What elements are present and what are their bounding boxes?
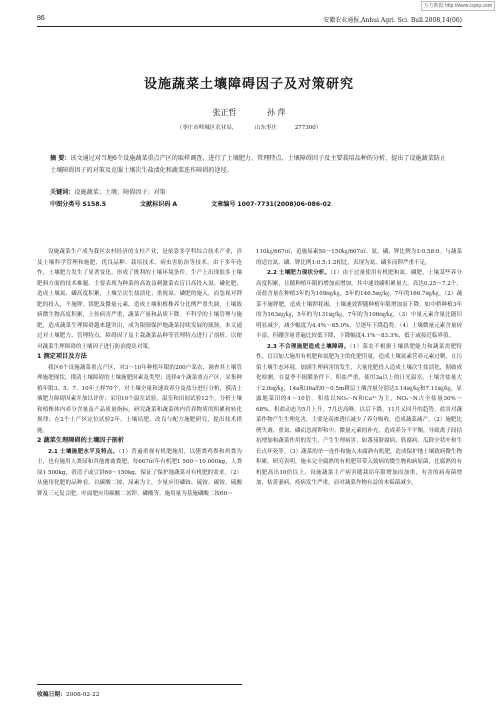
article-number-value: 1007-7731(2008)06-086-02 xyxy=(237,201,332,208)
section-heading: 2 蔬菜生理障碍的土壤因子剖析 xyxy=(37,437,124,444)
received-value: 2008-02-22 xyxy=(66,692,100,698)
header-rule xyxy=(37,26,462,27)
section-heading: 1 测定项目及方法 xyxy=(37,353,87,360)
subsection-text: （1）普遍重视有机肥施用，以猪粪鸡粪和鸡粪为主，也有施用人粪尿和其他畜禽粪肥。每667㎡年有机肥1 500～10 000kg，人粪尿1 500kg，消清子或豆饼60～150kg，保证了保护地蔬菜对有机肥的需求。（2）从施用化肥的品种看，以碳酸二铵、尿素为主，少量应用磷铵、硫铵、碳铵、硫酸钾及三元复合肥。叶面肥应用碳酸二氢钾、磷酸等。施用量为基施磷酸二铵60～ xyxy=(37,448,242,497)
author-2: 孙 萍 xyxy=(267,108,286,117)
keywords xyxy=(50,187,448,196)
body-paragraph: 我区6个设施蔬菜重点产区，对3～10年种植年限的200户菜农，调查其土壤管理施肥现状，摸清土壤障碍的土壤施肥因素及类型；选择4个蔬菜重点产区，采集种植年限3、5、7、10年土样70个，对土壤全量和速效养分及盐分进行分析，摸清土壤肥力障碍因素并加以评价；采用10个温室试验，温室和田间试验12个，分析土壤和植株体内养分含量及产品质量指标，研究蔬菜和蔬菜体内营养物质的积累和转化规律；在2个土产区定位试验2年，土壤培肥、改良与配方施肥研究，提出技术措施。 xyxy=(37,364,242,434)
subsection-paragraph xyxy=(256,342,462,489)
subsection-heading: 2.3 不合理施肥造成土壤障碍。 xyxy=(267,343,350,350)
received-date xyxy=(37,684,242,698)
keywords-text: 设施蔬菜；土壤；障碍因子；对策 xyxy=(74,189,166,196)
left-column xyxy=(37,247,242,499)
affiliation-place: 山东枣庄 xyxy=(255,125,278,131)
subsection-paragraph xyxy=(37,447,242,500)
abstract-label: 摘 要： xyxy=(50,155,71,162)
affiliation-postcode: 277300） xyxy=(294,125,322,131)
clc-label: 中图分类号 xyxy=(50,201,81,208)
subsection-heading: 2.1 土壤施肥水平及特点。 xyxy=(48,448,119,455)
affiliation xyxy=(0,123,498,131)
received-label: 收稿日期： xyxy=(37,692,66,698)
affiliation-org: （枣庄市峄城区农业局， xyxy=(176,125,238,131)
article-number-label: 文章编号 xyxy=(211,201,236,208)
paper-title: 设施蔬菜土壤障碍因子及对策研究 xyxy=(143,77,354,92)
doc-code-label: 文献标识码 xyxy=(140,201,171,208)
keywords-label: 关键词： xyxy=(50,189,75,196)
subsection-heading: 2.2 土壤肥力现状分析。 xyxy=(267,270,331,276)
body-paragraph: 110㎏/667㎡，追施尿素50～150㎏/667㎡。氮、磷、钾比例为1:0.58:0。与蔬菜的适宜氮、磷、钾比例1:0.5:1.2相比，表现为氮、磷多而钾严重不足。 xyxy=(256,249,462,266)
subsection-paragraph xyxy=(256,268,462,342)
page-number: 86 xyxy=(37,15,45,22)
authors xyxy=(0,107,498,118)
clc-value: S158.5 xyxy=(82,201,107,208)
abstract xyxy=(50,153,448,176)
watermark: 万方数据 http://www.cqvip.com xyxy=(421,1,495,11)
right-column xyxy=(256,247,462,489)
abstract-text: 该文通过对当地6个设施蔬菜重点产区的取样调查，进行了土壤肥力、管理特点、土壤障碍因子及主要栽培品种的分析，提出了设施蔬菜防止土壤障碍因子的对策及克服土壤次生盐渍化和蔬菜连作障碍的途径。 xyxy=(50,155,447,174)
body-paragraph: 设施蔬菜生产成为我区农村经济的支柱产业，是依靠多学科综合技术产业，涉及土壤科学管理和施肥、优良品种、栽培技术、病虫害防治等技术。由于多年连作，土壤肥力发生了显著变化，形成了既利的土壤环境条件，生产上出现很多土壤肥料方面的技术难题。主要表现为种菜的高效益刺激菜农盲目高投入氮、磷化肥，造成土壤氮、磷高度积累，土壤呈次生盐渍化；重视氮、磷肥的施入，而忽视对钾肥的投入，不施钾、镁肥及微量元素，造成土壤和植株养分比例严重失调，土壤致病微生物高度积累，土传病害严重，蔬菜产量和品质下降。不科学的土壤管理与施肥，造成蔬菜生理障碍越来越突出，成为限制保护地蔬菜持续发展的瓶颈。本文通过对土壤肥力、管理特点、障碍因子及主栽蔬菜品种等管理特点进行了剖析，以便对蔬菜生理障碍的土壤因子进行防治提出对策。 xyxy=(37,249,242,350)
doc-code-value: A xyxy=(172,201,178,208)
subsection-text: （1）菜农不根据土壤供肥能力和蔬菜需肥特性，盲目加大施用有机肥和氮肥为主的化肥用量，造成土壤氮素营养元素过剩，且污染土壤生态环境，加剧生理病害的发生，大量化肥投入造成土壤次生盐渍化，据破成化检测，在夏季不揭膜条件下，积盐严重，使用3a以上的日光温室，土壤含盐量大于2.0㎎/㎏，14a和36a的0～0.5m耕层土壤含量分别达3.14㎎/㎏和7.11㎎/㎏，显露地菜田的4～10倍。积盐以NO₃⁻-N和Ca²⁺为主，NO₃⁻-N占全盐量30%～68%。积盐动态为5月上升，7月达高峰，以后下降，11月又回升的趋势。盐害对蔬菜作物产生生理危害，主要是高渗透压减少了养分吸收，造成蔬菜减产。（2）施肥比例失调，重氮、磷而忽视钾和中、微量元素的补充，造成养分不平衡，导致离子间拮抗增加和蔬菜作用的发生，产生生理病害，如番茄脐腐病、筋腐病、瓜除全状叶和生长点坏死等。（3）蔬菜的单一连作和施入未腐熟有机肥，造成保护地土壤致病微生物积累。研究表明，施未完全腐熟的有机肥带带入致病的微生物和病原菌，比腐熟的有机肥高出10倍以上，设施蔬菜主产病害随栽培年限增加而加重，有害的病毒菌增加，枯黄萎病，疫病发生严重，而对蔬菜作物有益的木霉菌减少。 xyxy=(256,343,462,486)
classification-line xyxy=(50,199,448,208)
journal-header: 安徽农业通报,Anhui Agri. Sci. Bull.2008,14(06) xyxy=(323,17,462,24)
author-1: 张正哲 xyxy=(212,108,237,117)
subsection-text: （1）由于过量使用有机肥和氮、磷肥，土壤某些养分高度积累，且随种植年限的增加而增加，其中速效磷积累量大，高达0.25～7.2个，而盐含量在种植3年的为109㎎/㎏，5年的146.5㎎/㎏，7年的166.7㎎/㎏。（2）蔬菜不施钾肥，造成土壤钾耗竭，土壤速效钾随种植年限增加而下降，如中桥种植3年的为163㎎/㎏，5年的为131㎎/㎏，7年的为106㎎/㎏。（3）中量元素含量比随识明显减少，减少幅度为4.4%～85.0%，呈逐年下降趋势。（4）土壤微量元素含量较丰富，但硼含量普遍比较低下降，下降幅度4.1%～83.3%，低于或接近临界值。 xyxy=(256,270,462,339)
